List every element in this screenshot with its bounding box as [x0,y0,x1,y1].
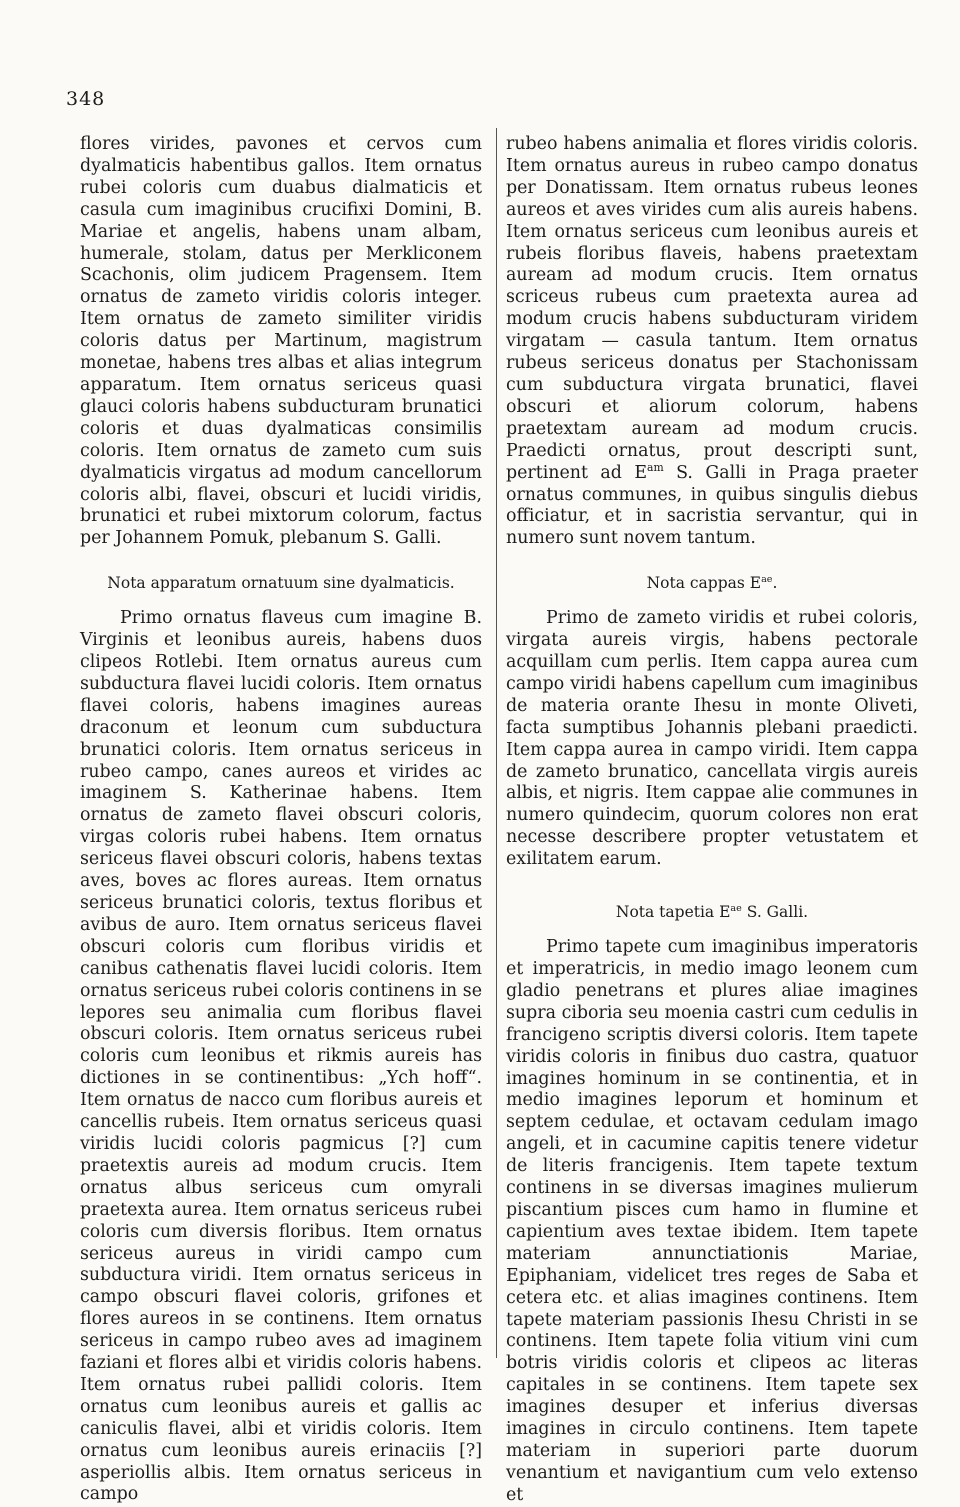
right-column [506,134,918,1507]
right-paragraph-2: Primo de zameto viridis et rubei coloris, virgata aureis virgis, habens pectorale acquillam cum perlis. Item cappa aurea cum campo viridi habens capellum cum imaginibus de materia orante Ihesu in monte Oliveti, facta sumptibus Johannis plebani praedicti. Item cappa aurea in campo viridi. Item cappa de zameto brunatico, cancellata virgis aureis albis, et nigris. Item cappae alie communes in numero quindecim, quorum colores non erat necesse describere propter vetustatem et exilitatem earum. [506,608,918,870]
heading-tapetia [506,901,918,923]
right-paragraph-3: Primo tapete cum imaginibus imperatoris et imperatricis, in medio imago leonem cum gladio penetrans et plures aliae imagines supra ciboria seu moenia castri cum cedulis in francigeno scriptis diversi coloris. Item tapete viridis coloris in finibus duo castra, quatuor imagines hominum in se continentia, et in medio imagines leporum et hominum et septem cedulae, et octavam cedulam imago angeli, et in cacumine capitis tenere videtur de literis francigenis. Item tapete textum continens in se diversas imagines mulierum piscantium pisces cum hamo in flumine et capientium aves textae ibidem. Item tapete materiam annunctiationis Mariae, Epiphaniam, videlicet tres reges de Saba et cetera etc. et alias imagines continens. Item tapete materiam passionis Ihesu Christi in se continens. Item tapete folia vitium vini cum botris viridis coloris et clipeos ac literas capitales in se continens. Item tapete sex imagines desuper et inferius diversas imagines in circulo continens. Item tapete materiam in superiori parte duorum venantium et navigantium cum velo extenso et [506,937,918,1505]
superscript-ae: ae [761,574,773,586]
heading-tapetia-text: Nota tapetia E [615,903,731,922]
column-divider [496,128,497,1358]
heading-cappas [506,572,918,594]
heading-cappas-text: Nota cappas E [646,574,762,593]
left-paragraph-2: Primo ornatus flaveus cum imagine B. Virginis et leonibus aureis, habens duos clipeos Rotlebi. Item ornatus aureus cum subductura flavei lucidi coloris. Item ornatus flavei coloris, habens imagines aureas draconum et leonum cum subductura brunatici coloris. Item ornatus sericeus in rubeo campo, canes aureos et virides ac imaginem S. Katherinae habens. Item ornatus de zameto flavei obscuri coloris, virgas coloris rubei habens. Item ornatus sericeus flavei obscuri coloris, habens textas aves, boves ac flores aureas. Item ornatus sericeus brunatici coloris, textus floribus et avibus de auro. Item ornatus sericeus flavei obscuri coloris cum floribus viridis et canibus cathenatis flavei lucidi coloris. Item ornatus sericeus rubei coloris continens in se lepores seu animalia cum floribus flavei obscuri coloris. Item ornatus sericeus rubei coloris cum leonibus et rikmis aureis has dictiones in se continentibus: „Ych hoff“. Item ornatus de nacco cum floribus aureis et cancellis rubeis. Item ornatus sericeus quasi viridis lucidi coloris pagmicus [?] cum praetextis aureis ad modum crucis. Item ornatus albus sericeus cum omyrali praetexta aurea. Item ornatus sericeus rubei coloris cum diversis floribus. Item ornatus sericeus aureus in viridi campo cum subductura viridi. Item ornatus sericeus in campo obscuri flavei coloris, grifones et flores aureos in se continens. Item ornatus sericeus in campo rubeo aves ad imaginem faziani et flores albi et viridis coloris habens. Item ornatus rubei pallidi coloris. Item ornatus cum leonibus aureis et gallis ac caniculis flavei, albi et viridis coloris. Item ornatus cum leonibus aureis erinaciis [?] asperiollis albis. Item ornatus sericeus in campo [80,608,482,1505]
superscript-am: am [647,460,664,474]
superscript-ae-2: ae [730,902,742,914]
left-paragraph-1: flores virides, pavones et cervos cum dyalmaticis habentibus gallos. Item ornatus rubei coloris cum duabus dialmaticis et casula cum imaginibus crucifixi Domini, B. Mariae et angelis, habens unam albam, humerale, stolam, datus per Merkliconem Scachonis, olim judicem Pragensem. Item ornatus de zameto viridis coloris integer. Item ornatus de zameto similiter viridis coloris datus per Martinum, magistrum monetae, habens tres albas et alias integrum apparatum. Item ornatus sericeus quasi glauci coloris habens subducturam brunatici coloris et duas dyalmaticas consimilis coloris. Item ornatus de zameto cum suis dyalmaticis virgatus ad modum cancellorum coloris albi, flavei, obscuri et lucidi viridis, brunatici et rubei mixtorum colorum, factus per Johannem Pomuk, plebanum S. Galli. [80,134,482,549]
right-paragraph-1-text: rubeo habens animalia et flores viridis coloris. Item ornatus aureus in rubeo campo donatus per Donatissam. Item ornatus rubeus leones aureos et aves virides cum alis aureis habens. Item ornatus sericeus cum leonibus aureis et rubeis floribus flaveis, habens praetextam auream ad modum crucis. Item ornatus scriceus rubeus cum praetexta aurea ad modum crucis habens subducturam viridem virgatam — casula tantum. Item ornatus rubeus sericeus donatus per Stachonissam cum subductura virgata brunatici, flavei obscuri et aliorum colorum, habens praetextam auream ad modum crucis. Praedicti ornatus, prout descripti sunt, pertinent ad E [506,134,918,483]
right-paragraph-1-tail: S. Galli in Praga praeter ornatus communes, in quibus singulis diebus officiatur, et in sacristia servantur, qui in numero sunt novem tantum. [506,462,918,549]
right-paragraph-1 [506,134,918,550]
heading-tapetia-end: S. Galli. [741,903,809,922]
left-column [80,134,482,1506]
heading-cappas-end: . [772,574,778,593]
left-section-heading: Nota apparatum ornatuum sine dyalmaticis. [107,574,455,593]
page-number: 348 [66,88,106,110]
